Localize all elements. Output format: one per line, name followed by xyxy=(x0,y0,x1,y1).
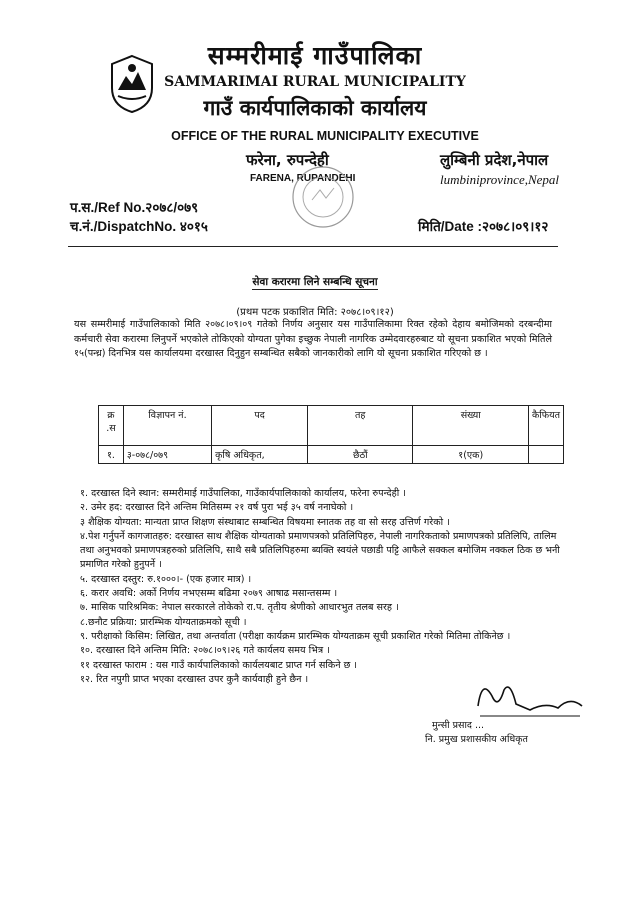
list-item: ११ दरखास्त फाराम : यस गाउँ कार्यपालिकाको कार्यलयबाट प्राप्त गर्न सकिने छ । xyxy=(80,659,358,671)
list-item: ७. मासिक पारिश्रमिक: नेपाल सरकारले तोकेको रा.प. तृतीय श्रेणीको आधारभुत तलब सरह । xyxy=(80,602,399,614)
office-seal xyxy=(290,164,356,230)
list-item: ९. परीक्षाको किसिम: लिखित, तथा अन्तर्वाता (परीक्षा कार्यक्रम प्रारम्भिक योग्यताक्रम सूची प्रकाशित गरेको मितिमा तोकिनेछ । xyxy=(80,630,511,642)
notice-body: यस सम्मरीमाई गाउँपालिकाको मिति २०७८।०९।०९ गतेको निर्णय अनुसार यस गाउँपालिकामा रिक्त रहेको देहाय बमोजिमको दरबन्दीमा कर्मचारी सेवा करारमा लिनुपर्ने भएकोले तोकिएको योग्यता पुगेका इच्छुक नेपाली नागरिक उम्मेदवारहरुबाट यो सूचना प्रकाशित भएको मितिले १५(पन्ध्र) दिनभित्र यस कार्यालयमा दरखास्त दिनुहुन सम्बन्धित सबैको जानकारीको लागि यो सूचना प्रकाशित गरिएको छ । xyxy=(74,319,552,359)
cell-level: छैठौं xyxy=(308,446,413,464)
header-divider xyxy=(68,246,558,247)
col-post: पद xyxy=(212,406,308,446)
col-level: तह xyxy=(308,406,413,446)
reference-number: प.स./Ref No.२०७८/०७९ xyxy=(70,200,199,215)
location-np: फरेना, रुपन्देही xyxy=(246,151,329,169)
list-item: ४.पेश गर्नुपर्ने कागजातहरु: दरखास्त साथ शैक्षिक योग्यताको प्रमाणपत्रको प्रतिलिपिहरु, नेपाली नागरिकताको प्रमाणपत्रको प्रतिलिपि, तालिम तथा अनुभवको प्रमाणपत्रहरुको प्रतिलिपि, साथै सबै प्रतिलिपिहरुमा ब्यक्ति स्वयंले पछाडी पट्टि आफैले सक्कल बमोजिम नक्कल ठिक छ भनी प्रमाणित गरेको हुनुपर्ने । xyxy=(80,530,560,571)
col-ad-no: विज्ञापन नं. xyxy=(123,406,211,446)
list-item: ६. करार अवधि: अर्को निर्णय नभएसम्म बढिमा २०७९ आषाढ मसान्तसम्म । xyxy=(80,588,338,600)
dispatch-number: च.नं./DispatchNo. ४०१५ xyxy=(70,219,208,234)
office-name-en: OFFICE OF THE RURAL MUNICIPALITY EXECUTIVE xyxy=(171,129,479,143)
list-item: १. दरखास्त दिने स्थान: सम्मरीमाई गाउँपालिका, गाउँकार्यपालिकाको कार्यालय, फरेना रुपन्देही । xyxy=(80,488,406,499)
list-item: ८.छनौट प्रक्रिया: प्रारम्भिक योग्यताक्रमको सूची । xyxy=(80,616,247,628)
col-sn: क्र .स xyxy=(99,406,124,446)
signatory-name: मुन्सी प्रसाद ... xyxy=(432,720,485,731)
province-np: लुम्बिनी प्रदेश,नेपाल xyxy=(440,151,549,169)
list-item: २. उमेर हद: दरखास्त दिने अन्तिम मितिसम्म २१ वर्ष पुरा भई ३५ वर्ष ननाघेको । xyxy=(80,502,354,514)
signature-scribble xyxy=(470,676,590,721)
location-en: FARENA, RUPANDEHI xyxy=(250,173,356,184)
table-header-row xyxy=(99,406,564,446)
cell-post: कृषि अधिकृत, xyxy=(212,446,308,464)
list-item: १२. रित नपुगी प्राप्त भएका दरखास्त उपर कुनै कार्यवाही हुने छैन । xyxy=(80,673,309,685)
notice-heading-text: सेवा करारमा लिने सम्बन्धि सूचना xyxy=(252,276,378,288)
issue-date: मिति/Date :२०७८।०९।१२ xyxy=(418,219,549,234)
first-published-date: (प्रथम पटक प्रकाशित मिति: २०७८।०९।१२) xyxy=(236,307,394,318)
cell-remarks xyxy=(528,446,563,464)
municipality-name-en: SAMMARIMAI RURAL MUNICIPALITY xyxy=(164,74,466,90)
signatory-title: नि. प्रमुख प्रशासकीय अधिकृत xyxy=(425,734,528,745)
table-row xyxy=(99,446,564,464)
province-en: lumbiniprovince,Nepal xyxy=(440,172,560,187)
cell-ad-no: ३-०७८/०७९ xyxy=(123,446,211,464)
notice-heading xyxy=(0,275,630,289)
cell-count: १(एक) xyxy=(413,446,529,464)
vacancy-table xyxy=(98,405,564,464)
cell-sn: १. xyxy=(99,446,124,464)
municipality-name-np: सम्मरीमाई गाउँपालिका xyxy=(207,41,423,70)
list-item: ३ शैक्षिक योग्यता: मान्यता प्राप्त शिक्षण संस्थाबाट सम्बन्धित विषयमा स्नातक तह वा सो सरह उत्तिर्ण गरेको । xyxy=(80,516,450,528)
list-item: ५. दरखास्त दस्तुर: रु.१०००।- (एक हजार मात्र) । xyxy=(80,573,252,585)
col-count: संख्या xyxy=(413,406,529,446)
col-remarks: कैफियत xyxy=(528,406,563,446)
conditions-list xyxy=(80,487,560,687)
office-name-np: गाउँ कार्यपालिकाको कार्यालय xyxy=(203,96,427,120)
list-item: १०. दरखास्त दिने अन्तिम मिति: २०७८।०९।२६ गते कार्यलय समय भित्र । xyxy=(80,645,330,657)
